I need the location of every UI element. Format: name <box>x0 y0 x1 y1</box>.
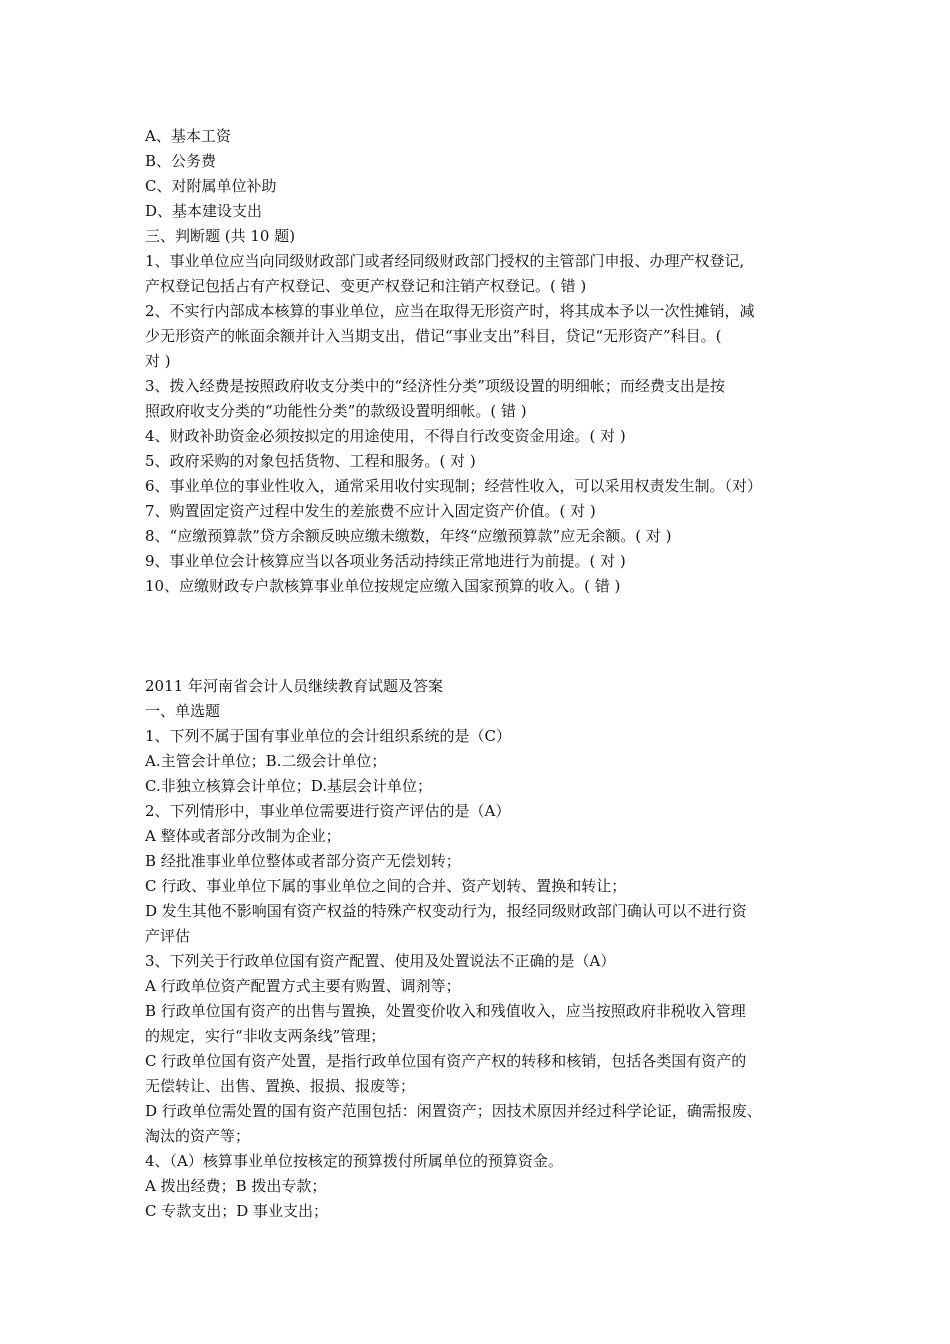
question-line: 4、财政补助资金必须按拟定的用途使用，不得自行改变资金用途。( 对 ) <box>145 427 626 445</box>
document-title: 2011 年河南省会计人员继续教育试题及答案 <box>145 677 443 695</box>
option-line: A 整体或者部分改制为企业； <box>145 827 341 845</box>
question-line: 2、下列情形中，事业单位需要进行资产评估的是（A） <box>145 802 511 820</box>
question-line: 1、事业单位应当向同级财政部门或者经同级财政部门授权的主管部门申报、办理产权登记, <box>145 252 745 270</box>
option-line: D、基本建设支出 <box>145 202 263 220</box>
option-line: 无偿转让、出售、置换、报损、报废等； <box>145 1077 416 1095</box>
option-line: C 行政单位国有资产处置，是指行政单位国有资产产权的转移和核销，包括各类国有资产的 <box>145 1052 747 1070</box>
option-line: C.非独立核算会计单位；D.基层会计单位； <box>145 777 432 795</box>
section-heading-single-choice: 一、单选题 <box>145 702 221 720</box>
option-line: A.主管会计单位；B.二级会计单位； <box>145 752 387 770</box>
option-line: A、基本工资 <box>145 127 231 145</box>
question-line: 3、下列关于行政单位国有资产配置、使用及处置说法不正确的是（A） <box>145 952 616 970</box>
question-line: 8、“应缴预算款”贷方余额反映应缴未缴数，年终“应缴预算款”应无余额。( 对 ) <box>145 527 672 545</box>
question-line: 9、事业单位会计核算应当以各项业务活动持续正常地进行为前提。( 对 ) <box>145 552 626 570</box>
option-line: D 行政单位需处置的国有资产范围包括：闲置资产；因技术原因并经过科学论证，确需报废、 <box>145 1102 762 1120</box>
option-line: C、对附属单位补助 <box>145 177 277 195</box>
question-line: 10、应缴财政专户款核算事业单位按规定应缴入国家预算的收入。( 错 ) <box>145 577 621 595</box>
question-line: 5、政府采购的对象包括货物、工程和服务。( 对 ) <box>145 452 476 470</box>
option-line: 淘汰的资产等； <box>145 1127 251 1145</box>
question-line: 对 ) <box>145 352 171 370</box>
option-line: A 行政单位资产配置方式主要有购置、调剂等； <box>145 977 461 995</box>
question-line: 6、事业单位的事业性收入，通常采用收付实现制；经营性收入，可以采用权责发生制。（对） <box>145 477 763 495</box>
option-line: C 行政、事业单位下属的事业单位之间的合并、资产划转、置换和转让； <box>145 877 627 895</box>
question-line: 产权登记包括占有产权登记、变更产权登记和注销产权登记。( 错 ) <box>145 277 587 295</box>
option-line: D 发生其他不影响国有资产权益的特殊产权变动行为，报经同级财政部门确认可以不进行资 <box>145 902 747 920</box>
exam-2011-section <box>145 674 810 1224</box>
option-line: B、公务费 <box>145 152 217 170</box>
option-line: 的规定，实行“非收支两条线”管理； <box>145 1027 386 1045</box>
question-line: 7、购置固定资产过程中发生的差旅费不应计入固定资产价值。( 对 ) <box>145 502 596 520</box>
option-line: B 经批准事业单位整体或者部分资产无偿划转； <box>145 852 461 870</box>
section-heading-true-false: 三、判断题 (共 10 题) <box>145 227 296 245</box>
question-line: 照政府收支分类的“功能性分类”的款级设置明细帐。( 错 ) <box>145 402 527 420</box>
question-line: 2、不实行内部成本核算的事业单位，应当在取得无形资产时，将其成本予以一次性摊销，减 <box>145 302 755 320</box>
option-line: A 拨出经费；B 拨出专款； <box>145 1177 327 1195</box>
question-line: 4、（A）核算事业单位按核定的预算拨付所属单位的预算资金。 <box>145 1152 563 1170</box>
option-line: B 行政单位国有资产的出售与置换，处置变价收入和残值收入，应当按照政府非税收入管理 <box>145 1002 746 1020</box>
question-line: 少无形资产的帐面余额并计入当期支出，借记“事业支出”科目，贷记“无形资产”科目。( <box>145 327 722 345</box>
question-line: 1、下列不属于国有事业单位的会计组织系统的是（C） <box>145 727 512 745</box>
option-line: 产评估 <box>145 927 191 945</box>
option-line: C 专款支出；D 事业支出； <box>145 1202 329 1220</box>
exam-continuation-section <box>145 124 810 599</box>
question-line: 3、拨入经费是按照政府收支分类中的“经济性分类”项级设置的明细帐；而经费支出是按 <box>145 377 725 395</box>
